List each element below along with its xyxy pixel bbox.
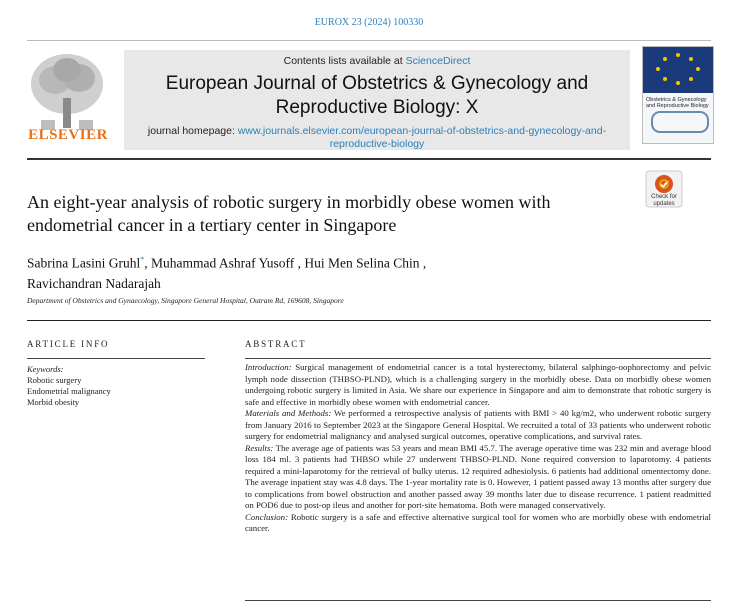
intro-label: Introduction:: [245, 362, 292, 372]
header-bottom-rule: [27, 158, 711, 160]
contents-line: [124, 55, 630, 67]
header-divider: [27, 40, 711, 41]
keyword-item: Morbid obesity: [27, 397, 80, 407]
journal-cover-thumbnail[interactable]: [642, 46, 714, 144]
journal-citation-link[interactable]: EUROX 23 (2024) 100330: [314, 17, 424, 28]
corresponding-author-mark[interactable]: *: [140, 255, 145, 264]
results-text: The average age of patients was 53 years and mean BMI 45.7. The average operative time was 232 min and average blood loss 184 ml. 3 patients had THBSO while 27 underwent THBSO-PLND. None required conversion to laparotomy. 4 patients required a mini-laparotomy for the retrieval of bulky uterus. 12 required adhesiolysis. 6 patients had additional omentectomy done. The average inpatient stay was 4.8 days. The 1-year mortality rate is 0. However, 1 patient passed away 13 months after surgery due to complications from bowel obstruction and another passed away 39 months later due to disease recurrence. 1 patient readmitted on POD6 due to post-op ileus and another for port-site hematoma. Both were managed conservatively.: [245, 442, 711, 510]
journal-homepage: [124, 125, 630, 151]
abstract-methods: [245, 408, 711, 443]
cover-title: Obstetrics & Gynecology and Reproductive Biology: [646, 97, 709, 109]
keywords-list: [27, 375, 111, 408]
article-info-rule: [27, 358, 205, 359]
article-title: An eight-year analysis of robotic surgery in morbidly obese women with endometrial cancer in a tertiary center in Singapore: [27, 192, 551, 235]
abstract-results: [245, 443, 711, 512]
author-list: [27, 250, 627, 294]
cover-ring-graphic: [651, 111, 709, 133]
conclusion-label: Conclusion:: [245, 511, 289, 522]
methods-text: We performed a retrospective analysis of patients with BMI > 40 kg/m2, who underwent robotic surgery from January 2016 to September 2023 at the Singapore General Hospital. We recruited a total of 33 patients who underwent robotic surgery for endometrial malignancy and analysed surgical outcomes, operative complications, and survival rates.: [245, 408, 711, 441]
abstract-body: [245, 362, 711, 535]
contents-prefix: Contents lists available at: [283, 55, 406, 67]
abstract-heading: ABSTRACT: [245, 339, 307, 349]
check-for-updates-label[interactable]: Check for updates: [651, 194, 677, 207]
journal-title: European Journal of Obstetrics & Gynecology and Reproductive Biology: X: [165, 73, 589, 118]
abstract-bottom-rule: [245, 600, 711, 601]
article-info-heading: ARTICLE INFO: [27, 339, 110, 349]
abstract-conclusion: [245, 512, 711, 535]
homepage-prefix: journal homepage:: [147, 125, 238, 137]
elsevier-wordmark: ELSEVIER: [28, 127, 108, 143]
author-last[interactable]: Ravichandran Nadarajah: [27, 275, 161, 291]
author-others[interactable]: , Muhammad Ashraf Yusoff , Hui Men Selina Chin ,: [144, 255, 427, 271]
keyword-item: Endometrial malignancy: [27, 386, 111, 396]
affiliation: Department of Obstetrics and Gynaecology, Singapore General Hospital, Outram Rd, 169608, Singapore: [27, 296, 344, 305]
eu-stars-icon: [643, 47, 713, 93]
keyword-item: Robotic surgery: [27, 375, 82, 385]
methods-label: Materials and Methods:: [245, 408, 332, 418]
cover-stars-band: [643, 47, 713, 93]
homepage-link[interactable]: www.journals.elsevier.com/european-journal-of-obstetrics-and-gynecology-and-reproductive-biology: [237, 125, 607, 150]
conclusion-text: Robotic surgery is a safe and effective alternative surgical tool for women who are morbidly obese with endometrial cancer.: [245, 511, 711, 533]
abstract-rule: [245, 358, 711, 359]
results-label: Results:: [245, 442, 274, 453]
author-first[interactable]: Sabrina Lasini Gruhl: [27, 255, 141, 271]
body-divider: [27, 320, 711, 321]
abstract-introduction: [245, 362, 711, 408]
sciencedirect-link[interactable]: ScienceDirect: [405, 55, 471, 67]
keywords-label: Keywords:: [27, 364, 64, 374]
intro-text: Surgical management of endometrial cancer is a total hysterectomy, bilateral salphingo-oophorectomy and pelvic lymph node dissection (THBSO-PLND), which is a challenging surgery in the morbidly obese. Data on morbidly obese women undergoing robotic surgery is limited in Asia. We share our experience in Singapore and aim to demonstrate that robotic surgery is safe and effective in morbidly obese women with endometrial cancer.: [245, 362, 711, 407]
